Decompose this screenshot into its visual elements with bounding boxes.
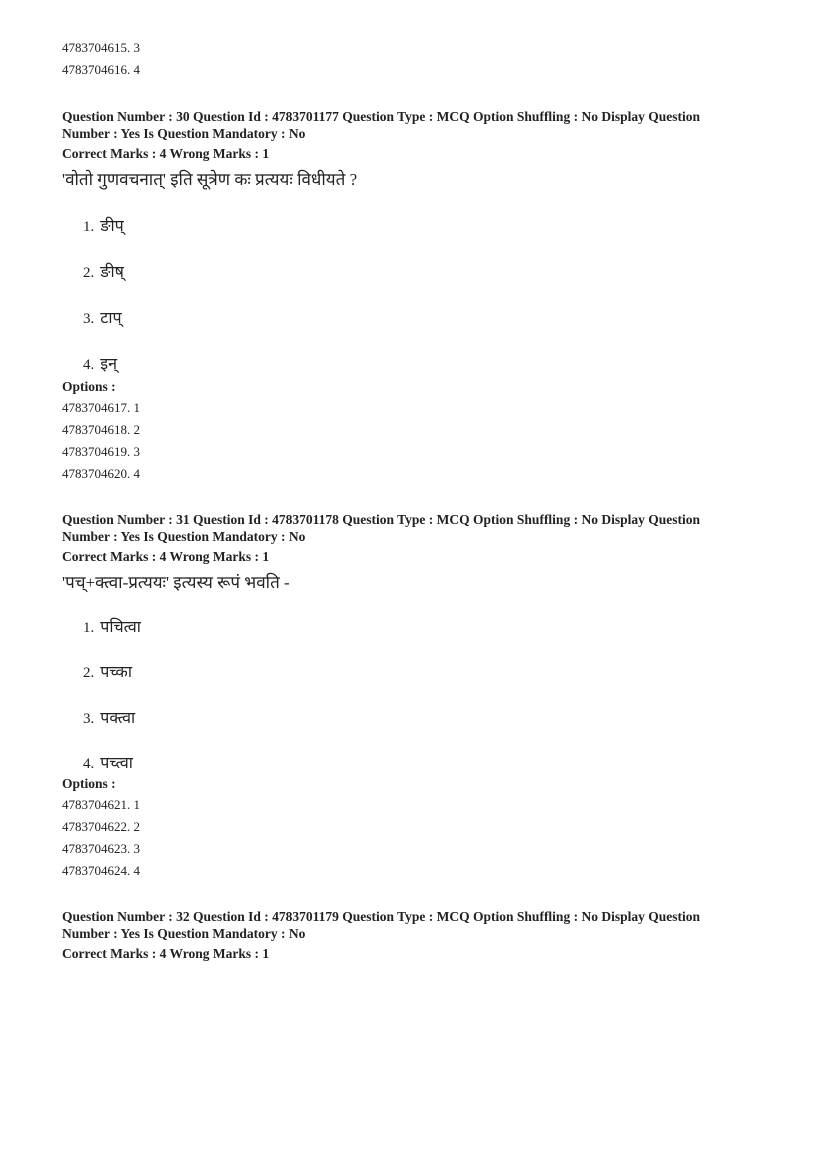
answer-choice <box>83 260 124 282</box>
answer-choice <box>83 751 133 773</box>
question-text: 'पच्+क्त्वा-प्रत्ययः' इत्यस्य रूपं भवति - <box>62 573 290 592</box>
options-label: Options : <box>62 776 116 791</box>
question-header-line2: Number : Yes Is Question Mandatory : No <box>62 126 306 141</box>
choice-number: 3. <box>83 311 95 327</box>
choice-text: ङीप् <box>100 218 124 235</box>
question-header-line1: Question Number : 32 Question Id : 4783701179 Question Type : MCQ Option Shuffling : No Display Question <box>62 909 700 924</box>
answer-choice <box>83 352 117 374</box>
choice-text: टाप् <box>100 310 122 327</box>
option-id: 4783704624. 4 <box>62 863 140 878</box>
option-id: 4783704616. 4 <box>62 62 140 77</box>
question-text: 'वोतो गुणवचनात्' इति सूत्रेण कः प्रत्ययः विधीयते ? <box>62 170 358 189</box>
option-id: 4783704623. 3 <box>62 841 140 856</box>
question-marks: Correct Marks : 4 Wrong Marks : 1 <box>62 549 270 564</box>
option-id: 4783704618. 2 <box>62 422 140 437</box>
choice-number: 3. <box>83 711 95 727</box>
choice-number: 2. <box>83 665 95 681</box>
option-id: 4783704621. 1 <box>62 797 140 812</box>
choice-number: 4. <box>83 756 95 772</box>
choice-number: 1. <box>83 219 95 235</box>
choice-text: इन् <box>100 356 117 373</box>
answer-choice <box>83 306 122 328</box>
option-id: 4783704620. 4 <box>62 466 140 481</box>
option-id: 4783704619. 3 <box>62 444 140 459</box>
choice-number: 4. <box>83 357 95 373</box>
choice-text: पचित्वा <box>100 619 141 636</box>
choice-text: पक्त्वा <box>100 710 136 727</box>
choice-text: ङीष् <box>100 264 124 281</box>
options-label: Options : <box>62 379 116 394</box>
option-id: 4783704615. 3 <box>62 40 140 55</box>
question-marks: Correct Marks : 4 Wrong Marks : 1 <box>62 946 270 961</box>
answer-choice <box>83 214 124 236</box>
choice-text: पच्त्वा <box>100 755 133 772</box>
option-id: 4783704622. 2 <box>62 819 140 834</box>
answer-choice <box>83 615 141 637</box>
choice-text: पच्का <box>100 664 132 681</box>
question-header-line1: Question Number : 30 Question Id : 4783701177 Question Type : MCQ Option Shuffling : No Display Question <box>62 109 700 124</box>
choice-number: 1. <box>83 620 95 636</box>
question-header-line2: Number : Yes Is Question Mandatory : No <box>62 926 306 941</box>
choice-number: 2. <box>83 265 95 281</box>
option-id: 4783704617. 1 <box>62 400 140 415</box>
answer-choice <box>83 706 135 728</box>
question-header-line1: Question Number : 31 Question Id : 4783701178 Question Type : MCQ Option Shuffling : No Display Question <box>62 512 700 527</box>
answer-choice <box>83 660 132 682</box>
question-marks: Correct Marks : 4 Wrong Marks : 1 <box>62 146 270 161</box>
question-header-line2: Number : Yes Is Question Mandatory : No <box>62 529 306 544</box>
